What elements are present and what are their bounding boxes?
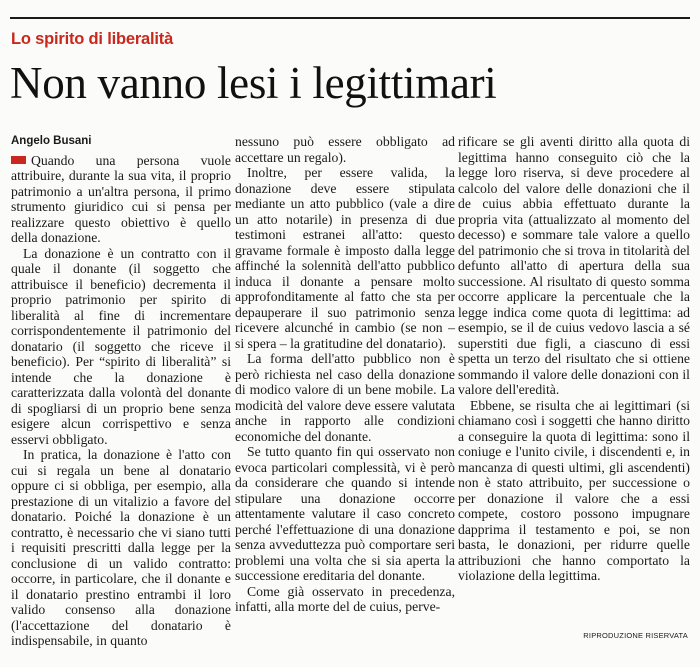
article-column-1 [11,134,231,649]
paragraph-text: Quando una persona vuole attribuire, durante la sua vita, il proprio patrimonio a un'altra persona, il primo strumento giuridico cui si pensa per realizzare questo obiettivo è quello della donazione. [11,152,231,245]
article-headline: Non vanno lesi i legittimari [10,58,497,108]
paragraph: Se tutto quanto fin qui osservato non evoca particolari complessità, vi è però da considerare che quando si intende stipulare una donazione occorre attentamente valutare il caso concreto perché l'effettuazione di una donazione senza avveduttezza può comportare seri problemi una volta che si sia aperta la successione ereditaria del donante. [235,444,455,583]
top-rule [10,17,690,19]
paragraph: Come già osservato in precedenza, infatti, alla morte del de cuius, perve- [235,583,455,614]
paragraph [11,153,231,246]
red-square-marker [11,156,26,164]
paragraph: La donazione è un contratto con il quale il donante (il soggetto che attribuisce il beneficio) decrementa il proprio patrimonio per spirito di liberalità al fine di incrementare corrispondentemente il patrimonio del donatario (il soggetto che riceve il beneficio). Per “spirito di liberalità” si intende che la donazione è caratterizzata dalla volontà del donante di spogliarsi di un proprio bene senza esigere alcun corrispettivo e senza esservi obbligato. [11,245,231,447]
article-kicker: Lo spirito di liberalità [11,30,174,48]
paragraph: Inoltre, per essere valida, la donazione deve essere stipulata mediante un atto pubblico (vale a dire un atto notarile) in presenza di due testimoni estranei all'atto: questo gravame formale è imposto dalla legge affinché la solennità dell'atto pubblico induca il donante a pensare molto approfonditamente al fatto che sta per depauperare il suo patrimonio senza ricevere alcunché in cambio (se non – si spera – la gratitudine del donatario). [235,165,455,351]
paragraph: In pratica, la donazione è l'atto con cui si regala un bene al donatario oppure ci si obbliga, per esempio, alla prestazione di un vitalizio a favore del donatario. Poiché la donazione è un contratto, è necessario che vi siano tutti i requisiti prescritti dalla legge per la conclusione di un valido contratto: occorre, in particolare, che il donante e il donatario prestino entrambi il loro valido consenso alla donazione (l'accettazione del donatario è indispensabile, in quanto [11,447,231,648]
copyright-note: RIPRODUZIONE RISERVATA [583,631,688,640]
article-column-3 [458,134,690,584]
article-column-2 [235,134,455,615]
paragraph: rificare se gli aventi diritto alla quota di legittima hanno conseguito ciò che la legge loro riserva, si deve procedere al calcolo del valore delle donazioni che il de cuius abbia effettuato durante la propria vita (attualizzato al momento del decesso) e sommare tale valore a quello del patrimonio che si trova in titolarità del defunto all'atto di apertura della sua successione. Al risultato di questo somma occorre applicare la percentuale che la legge indica come quota di legittima: ad esempio, se il de cuius vedovo lascia a sé superstiti due figli, a ciascuno di essi spetta un terzo del risultato che si ottiene sommando il valore delle donazioni con il valore dell'eredità. [458,134,690,397]
paragraph: Ebbene, se risulta che ai legittimari (si chiamano così i soggetti che hanno diritto a conseguire la quota di legittima: sono il coniuge e l'unito civile, i discendenti e, in mancanza di questi ultimi, gli ascendenti) non è stato attribuito, per successione o per donazione il valore che a essi compete, costoro possono impugnare dapprima il testamento e poi, se non basta, le donazioni, per ridurre quelle attribuzioni che hanno comportato la violazione della legittima. [458,397,690,583]
paragraph: La forma dell'atto pubblico non è però richiesta nel caso della donazione di modico valore di un bene mobile. La modicità del valore deve essere valutata anche in rapporto alle condizioni economiche del donante. [235,351,455,444]
paragraph: nessuno può essere obbligato ad accettare un regalo). [235,134,455,165]
article-byline: Angelo Busani [11,135,92,147]
